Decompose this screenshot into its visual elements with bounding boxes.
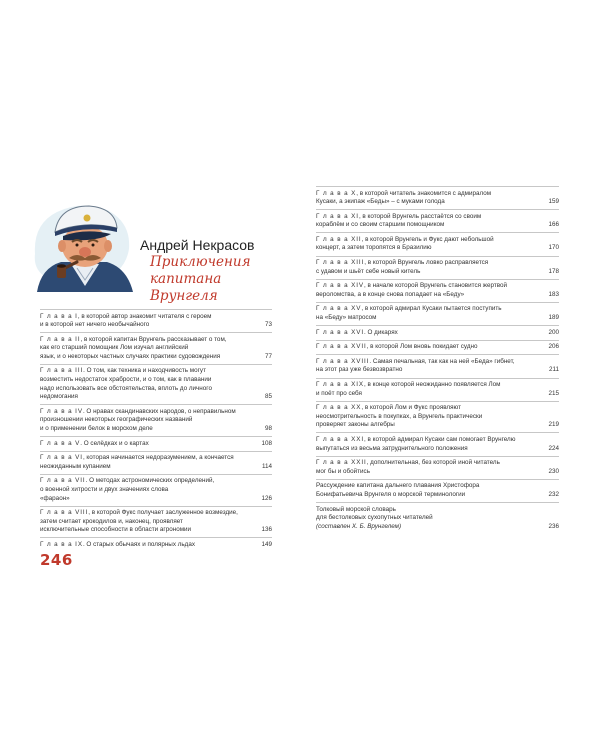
toc-entry[interactable] [316, 186, 559, 209]
chapter-text: проверяет законы алгебры [316, 421, 395, 429]
chapter-text: , в которой Фукс получает заслуженное возмездие, [88, 509, 238, 517]
book-title-line: Приключения [150, 254, 251, 270]
chapter-text: на «Беду» матросом [316, 314, 377, 322]
toc-entry[interactable] [40, 474, 272, 506]
page-number: 230 [548, 467, 559, 475]
page-number: 98 [264, 425, 272, 433]
chapter-text: , в которой Врунгель ловко расправляется [364, 259, 489, 267]
chapter-text: Бонифатьевича Врунгеля о морской терминологии [316, 490, 466, 498]
toc-entry[interactable] [316, 354, 559, 377]
chapter-text: . О селёдках и о картах [80, 439, 149, 447]
chapter-lead: Г л а в а XXII [316, 459, 367, 467]
chapter-text: надо использовать все обстоятельства, вплоть до личного [40, 384, 212, 392]
page-number: 136 [261, 526, 272, 534]
chapter-lead: Г л а в а XXI [316, 435, 365, 443]
page-number: 114 [261, 462, 272, 470]
book-title-line: капитана Врунгеля [150, 271, 222, 304]
page-number: 219 [548, 421, 559, 429]
chapter-lead: Г л а в а VIII [40, 509, 89, 517]
chapter-text: . О старых обычаях и полярных льдах [82, 540, 196, 548]
chapter-text: недомогания [40, 393, 78, 401]
page-number: 211 [548, 366, 559, 374]
chapter-lead: Г л а в а X [316, 189, 357, 197]
chapter-text: , в которой Врунгель и Фукс дают небольшой [361, 235, 494, 243]
chapter-text: , в которой автор знакомит читателя с героем [77, 312, 212, 320]
toc-entry[interactable] [40, 436, 272, 451]
page-number: 200 [548, 328, 559, 336]
toc-entry[interactable] [316, 502, 559, 534]
page-folio-number: 246 [40, 551, 73, 569]
chapter-lead: Г л а в а IX [40, 540, 83, 548]
chapter-text: как его старший помощник Лом изучал английский [40, 344, 189, 352]
toc-entry[interactable] [316, 209, 559, 232]
toc-entry[interactable] [316, 325, 559, 340]
chapter-text: Кусаки, а экипаж «Беды» – с муками голода [316, 198, 445, 206]
toc-entry[interactable] [316, 340, 559, 355]
page-number: 77 [264, 352, 272, 360]
chapter-text: и поёт про себя [316, 389, 362, 397]
toc-entry[interactable] [316, 378, 559, 401]
page-number: 159 [548, 198, 559, 206]
chapter-text: . Самая печальная, так как на ней «Беда» гибнет, [369, 357, 515, 365]
toc-entry[interactable] [316, 256, 559, 279]
chapter-lead: Г л а в а XII [316, 235, 362, 243]
toc-entry[interactable] [40, 506, 272, 538]
chapter-text: выпутаться из весьма затруднительного положения [316, 444, 468, 452]
chapter-text: , в начале которой Врунгель становится жертвой [364, 282, 508, 290]
page-number: 126 [261, 494, 272, 502]
chapter-text: неожиданным купанием [40, 462, 111, 470]
chapter-text: возместить недостаток храбрости, и о том, как в плавании [40, 376, 212, 384]
toc-entry[interactable] [316, 479, 559, 502]
chapter-text: , которая начинается недоразумением, а кончается [82, 454, 234, 462]
book-title [150, 254, 290, 305]
toc-right-column [316, 186, 559, 534]
chapter-text: с удавом и шьёт себе новый китель [316, 267, 421, 275]
page-number: 189 [548, 314, 559, 322]
captain-portrait-illustration [27, 194, 139, 294]
toc-entry[interactable] [316, 401, 559, 433]
toc-entry[interactable] [316, 456, 559, 479]
chapter-text: Толковый морской словарь [316, 505, 396, 513]
chapter-text: мог бы и обойтись [316, 467, 370, 475]
chapter-lead: Г л а в а XX [316, 404, 362, 412]
chapter-text: , в конце которой неожиданно появляется Лом [364, 381, 501, 388]
chapter-text: (составлен Х. Б. Врунгелем) [316, 522, 402, 530]
chapter-text: , дополнительная, без которой иной читатель [366, 459, 500, 467]
chapter-lead: Г л а в а V [40, 439, 81, 447]
chapter-text: «фараон» [40, 494, 70, 502]
chapter-lead: Г л а в а VI [40, 454, 83, 462]
toc-entry[interactable] [316, 232, 559, 255]
page-number: 166 [548, 221, 559, 229]
chapter-text: . О нравах скандинавских народов, о неправильном [82, 407, 236, 415]
chapter-text: произношении некоторых географических названий [40, 416, 193, 424]
page-number: 236 [548, 522, 559, 530]
toc-entry[interactable] [316, 302, 559, 325]
page-number: 183 [548, 290, 559, 298]
chapter-lead: Г л а в а IV [40, 407, 83, 415]
toc-entry[interactable] [316, 279, 559, 302]
chapter-lead: Г л а в а XIV [316, 282, 365, 290]
chapter-lead: Г л а в а XIII [316, 259, 365, 267]
chapter-lead: Г л а в а VII [40, 477, 86, 485]
page-number: 149 [261, 540, 272, 548]
chapter-text: , в которой адмирал Кусаки сам помогает Врунгелю [364, 435, 516, 443]
toc-entry[interactable] [40, 451, 272, 474]
page-number: 232 [548, 490, 559, 498]
page-number: 206 [548, 343, 559, 351]
chapter-text: Рассуждение капитана дальнего плавания Христофора [316, 482, 480, 490]
page-number: 170 [548, 244, 559, 252]
chapter-lead: Г л а в а XVII [316, 343, 367, 351]
toc-entry[interactable] [316, 432, 559, 455]
chapter-text: неосмотрительность в покупках, а Врунгель практически [316, 412, 483, 420]
chapter-text: , в которой Врунгель расстаётся со своим [358, 212, 482, 220]
chapter-lead: Г л а в а XVI [316, 328, 365, 336]
toc-entry[interactable] [40, 404, 272, 436]
toc-entry[interactable] [40, 364, 272, 404]
chapter-lead: Г л а в а XIX [316, 381, 365, 388]
chapter-lead: Г л а в а XV [316, 305, 362, 313]
chapter-text: для бестолковых сухопутных читателей [316, 514, 433, 522]
chapter-text: и в которой нет ничего необычайного [40, 321, 150, 329]
page-number: 224 [548, 444, 559, 452]
chapter-text: концерт, а затем торопятся в Бразилию [316, 244, 432, 252]
page-number: 108 [261, 439, 272, 447]
chapter-text: затем считает крокодилов и, наконец, проявляет [40, 517, 183, 525]
toc-entry[interactable] [40, 332, 272, 364]
toc-left-column [40, 309, 272, 552]
chapter-text: , в которой читатель знакомится с адмиралом [356, 189, 492, 197]
book-author: Андрей Некрасов [140, 237, 255, 253]
chapter-text: о военной хитрости и двух значениях слова [40, 486, 169, 493]
page-number: 73 [264, 321, 272, 329]
chapter-text: , в которой Лом и Фукс проявляют [361, 404, 461, 412]
chapter-text: вероломства, а в конце снова попадает на «Беду» [316, 290, 465, 298]
chapter-text: , в которой капитан Врунгель рассказывает о том, [80, 335, 227, 343]
chapter-text: исключительные способности в области агрономии [40, 526, 192, 534]
chapter-text: , в которой Лом вновь покидает судно [366, 343, 478, 351]
page-number: 178 [548, 267, 559, 275]
chapter-text: на этот раз уже безвозвратно [316, 366, 403, 374]
chapter-text: и о применении белок в морском деле [40, 425, 153, 433]
page-number: 85 [264, 393, 272, 401]
toc-entry[interactable] [40, 309, 272, 332]
chapter-text: язык, и о некоторых частных случаях практики судовождения [40, 352, 221, 360]
chapter-lead: Г л а в а XI [316, 212, 359, 220]
chapter-lead: Г л а в а III [40, 367, 84, 375]
chapter-lead: Г л а в а II [40, 335, 81, 343]
toc-entry[interactable] [40, 537, 272, 552]
chapter-text: кораблём и со своим старшим помощником [316, 221, 445, 229]
chapter-text: . О дикарях [364, 328, 398, 336]
chapter-lead: Г л а в а I [40, 312, 78, 320]
chapter-text: . О методах астрономических определений, [85, 477, 215, 485]
chapter-lead: Г л а в а XVIII [316, 357, 370, 365]
page-number: 215 [548, 389, 559, 397]
chapter-text: , в которой адмирал Кусаки пытается поступить [361, 305, 502, 313]
chapter-text: . О том, как техника и находчивость могут [83, 367, 206, 375]
